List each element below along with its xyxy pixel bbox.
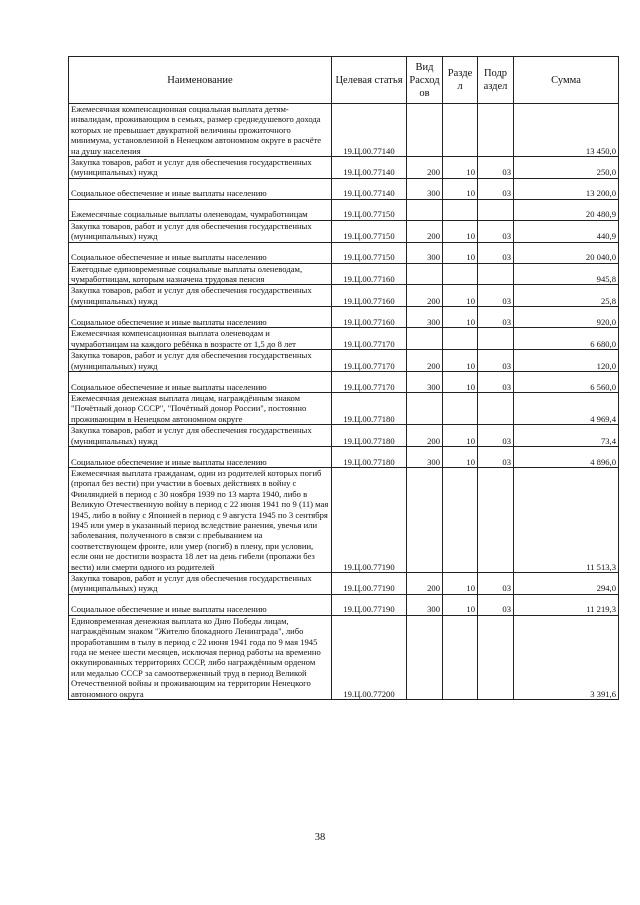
- cell-name: Социальное обеспечение и иные выплаты населению: [69, 307, 332, 328]
- cell-amount: 440,9: [514, 220, 619, 242]
- cell-target-article: 19.Ц.00.77150: [332, 199, 407, 220]
- cell-amount: 4 969,4: [514, 392, 619, 424]
- cell-expense-type: 300: [407, 307, 443, 328]
- cell-expense-type: 300: [407, 178, 443, 199]
- cell-amount: 13 200,0: [514, 178, 619, 199]
- cell-subsection: [478, 467, 514, 572]
- cell-amount: 4 896,0: [514, 446, 619, 467]
- cell-name: Социальное обеспечение и иные выплаты населению: [69, 242, 332, 263]
- budget-table: [68, 56, 619, 700]
- cell-section: [443, 199, 478, 220]
- cell-amount: 920,0: [514, 307, 619, 328]
- cell-expense-type: [407, 199, 443, 220]
- cell-name: Социальное обеспечение и иные выплаты населению: [69, 178, 332, 199]
- cell-section: 10: [443, 594, 478, 615]
- cell-expense-type: 200: [407, 573, 443, 595]
- cell-target-article: 19.Ц.00.77140: [332, 157, 407, 179]
- cell-subsection: 03: [478, 425, 514, 447]
- cell-expense-type: 200: [407, 157, 443, 179]
- cell-name: Ежегодные единовременные социальные выплаты оленеводам, чумработницам, которым назначена трудовая пенсия: [69, 263, 332, 285]
- table-row: [69, 425, 619, 447]
- cell-target-article: 19.Ц.00.77140: [332, 178, 407, 199]
- cell-section: 10: [443, 425, 478, 447]
- table-row: [69, 199, 619, 220]
- table-row: [69, 594, 619, 615]
- cell-subsection: [478, 263, 514, 285]
- page-number: 38: [314, 832, 326, 843]
- cell-amount: 6 680,0: [514, 328, 619, 350]
- cell-target-article: 19.Ц.00.77180: [332, 425, 407, 447]
- cell-amount: 13 450,0: [514, 104, 619, 157]
- cell-subsection: 03: [478, 350, 514, 372]
- cell-expense-type: 200: [407, 285, 443, 307]
- cell-expense-type: [407, 263, 443, 285]
- cell-name: Ежемесячные социальные выплаты оленеводам, чумработницам: [69, 199, 332, 220]
- cell-expense-type: [407, 615, 443, 699]
- table-row: [69, 178, 619, 199]
- cell-amount: 11 513,3: [514, 467, 619, 572]
- cell-subsection: 03: [478, 178, 514, 199]
- cell-name: Социальное обеспечение и иные выплаты населению: [69, 371, 332, 392]
- cell-expense-type: [407, 328, 443, 350]
- cell-name: Закупка товаров, работ и услуг для обеспечения государственных (муниципальных) нужд: [69, 220, 332, 242]
- cell-section: 10: [443, 446, 478, 467]
- cell-name: Закупка товаров, работ и услуг для обеспечения государственных (муниципальных) нужд: [69, 350, 332, 372]
- cell-target-article: 19.Ц.00.77170: [332, 328, 407, 350]
- cell-target-article: 19.Ц.00.77190: [332, 594, 407, 615]
- cell-expense-type: 300: [407, 594, 443, 615]
- cell-subsection: [478, 392, 514, 424]
- cell-section: [443, 615, 478, 699]
- cell-name: Ежемесячная выплата гражданам, один из родителей которых погиб (пропал без вести) при участии в боевых действиях в войну с Финляндией в период с 30 ноября 1939 по 13 марта 1940, либо в Великую Отечественную войну в период с 22 июня 1941 по 9 (11) мая 1945, либо в войну с Японией в период с 9 августа 1945 по 3 сентября 1945 или умер в указанный период вследствие ранения, увечья или заболевания, полученного в связи с пребыванием на соответствующем фронте, или умер (погиб) в плену, при условии, если они не достигли возраста 18 лет на день гибели (пропажи без вести) или смерти одного из родителей: [69, 467, 332, 572]
- cell-expense-type: 300: [407, 242, 443, 263]
- cell-amount: 945,8: [514, 263, 619, 285]
- cell-expense-type: 300: [407, 371, 443, 392]
- cell-name: Ежемесячная компенсационная социальная выплата детям-инвалидам, проживающим в семьях, размер среднедушевого дохода которых не превышает двукратной величины прожиточного минимума, установленной в Ненецком автономном округе в расчёте на душу населения: [69, 104, 332, 157]
- cell-section: 10: [443, 178, 478, 199]
- header-expense-type: Вид Расход ов: [407, 57, 443, 104]
- cell-subsection: 03: [478, 157, 514, 179]
- cell-amount: 73,4: [514, 425, 619, 447]
- cell-expense-type: [407, 104, 443, 157]
- cell-target-article: 19.Ц.00.77190: [332, 467, 407, 572]
- cell-amount: 20 480,9: [514, 199, 619, 220]
- cell-target-article: 19.Ц.00.77170: [332, 371, 407, 392]
- cell-expense-type: [407, 467, 443, 572]
- cell-section: 10: [443, 573, 478, 595]
- cell-subsection: 03: [478, 371, 514, 392]
- cell-subsection: 03: [478, 594, 514, 615]
- table-row: [69, 104, 619, 157]
- cell-section: 10: [443, 220, 478, 242]
- cell-subsection: [478, 328, 514, 350]
- header-section: Разде л: [443, 57, 478, 104]
- cell-expense-type: 300: [407, 446, 443, 467]
- cell-subsection: [478, 104, 514, 157]
- cell-target-article: 19.Ц.00.77160: [332, 285, 407, 307]
- table-row: [69, 467, 619, 572]
- cell-expense-type: 200: [407, 220, 443, 242]
- cell-name: Ежемесячная денежная выплата лицам, награждённым знаком "Почётный донор СССР", "Почётный донор России", постоянно проживающим в Ненецком автономном округе: [69, 392, 332, 424]
- cell-target-article: 19.Ц.00.77150: [332, 242, 407, 263]
- cell-target-article: 19.Ц.00.77190: [332, 573, 407, 595]
- table-row: [69, 220, 619, 242]
- cell-subsection: 03: [478, 220, 514, 242]
- cell-amount: 20 040,0: [514, 242, 619, 263]
- cell-amount: 11 219,3: [514, 594, 619, 615]
- cell-name: Социальное обеспечение и иные выплаты населению: [69, 594, 332, 615]
- table-row: [69, 615, 619, 699]
- cell-subsection: 03: [478, 285, 514, 307]
- cell-section: 10: [443, 307, 478, 328]
- cell-section: [443, 467, 478, 572]
- header-row: [69, 57, 619, 104]
- cell-subsection: 03: [478, 573, 514, 595]
- cell-target-article: 19.Ц.00.77200: [332, 615, 407, 699]
- cell-section: 10: [443, 371, 478, 392]
- table-row: [69, 446, 619, 467]
- table-row: [69, 263, 619, 285]
- cell-amount: 25,8: [514, 285, 619, 307]
- cell-target-article: 19.Ц.00.77160: [332, 307, 407, 328]
- cell-subsection: 03: [478, 446, 514, 467]
- cell-section: [443, 392, 478, 424]
- cell-subsection: [478, 199, 514, 220]
- table-header: [69, 57, 619, 104]
- cell-amount: 250,0: [514, 157, 619, 179]
- table-body: [69, 104, 619, 700]
- cell-section: 10: [443, 285, 478, 307]
- header-name: Наименование: [69, 57, 332, 104]
- cell-target-article: 19.Ц.00.77180: [332, 446, 407, 467]
- cell-expense-type: 200: [407, 425, 443, 447]
- cell-amount: 120,0: [514, 350, 619, 372]
- table-row: [69, 307, 619, 328]
- cell-section: [443, 328, 478, 350]
- cell-expense-type: [407, 392, 443, 424]
- cell-amount: 294,0: [514, 573, 619, 595]
- table-row: [69, 350, 619, 372]
- header-target-article: Целевая статья: [332, 57, 407, 104]
- cell-target-article: 19.Ц.00.77150: [332, 220, 407, 242]
- cell-section: 10: [443, 242, 478, 263]
- cell-name: Единовременная денежная выплата ко Дню Победы лицам, награждённым знаком "Жителю блокадного Ленинграда", либо проработавшим в тылу в период с 22 июня 1941 года по 9 мая 1945 года не менее шести месяцев, исключая период работы на временно оккупированных территориях СССР, либо награждённым орденом или медалью СССР за самоотверженный труд в период Великой Отечественной войны и проживающим на территории Ненецкого автономного округа: [69, 615, 332, 699]
- cell-name: Социальное обеспечение и иные выплаты населению: [69, 446, 332, 467]
- cell-target-article: 19.Ц.00.77180: [332, 392, 407, 424]
- cell-section: 10: [443, 157, 478, 179]
- header-subsection: Подр аздел: [478, 57, 514, 104]
- cell-section: [443, 263, 478, 285]
- cell-name: Закупка товаров, работ и услуг для обеспечения государственных (муниципальных) нужд: [69, 285, 332, 307]
- cell-subsection: [478, 615, 514, 699]
- cell-name: Ежемесячная компенсационная выплата оленеводам и чумработницам на каждого ребёнка в возрасте от 1,5 до 8 лет: [69, 328, 332, 350]
- cell-target-article: 19.Ц.00.77160: [332, 263, 407, 285]
- header-amount: Сумма: [514, 57, 619, 104]
- cell-name: Закупка товаров, работ и услуг для обеспечения государственных (муниципальных) нужд: [69, 425, 332, 447]
- cell-section: 10: [443, 350, 478, 372]
- cell-subsection: 03: [478, 242, 514, 263]
- cell-target-article: 19.Ц.00.77140: [332, 104, 407, 157]
- table-row: [69, 242, 619, 263]
- cell-section: [443, 104, 478, 157]
- table-row: [69, 371, 619, 392]
- cell-subsection: 03: [478, 307, 514, 328]
- table-row: [69, 157, 619, 179]
- table-row: [69, 328, 619, 350]
- table-row: [69, 285, 619, 307]
- cell-target-article: 19.Ц.00.77170: [332, 350, 407, 372]
- cell-amount: 6 560,0: [514, 371, 619, 392]
- table-row: [69, 573, 619, 595]
- cell-name: Закупка товаров, работ и услуг для обеспечения государственных (муниципальных) нужд: [69, 157, 332, 179]
- cell-expense-type: 200: [407, 350, 443, 372]
- cell-amount: 3 391,6: [514, 615, 619, 699]
- table-row: [69, 392, 619, 424]
- cell-name: Закупка товаров, работ и услуг для обеспечения государственных (муниципальных) нужд: [69, 573, 332, 595]
